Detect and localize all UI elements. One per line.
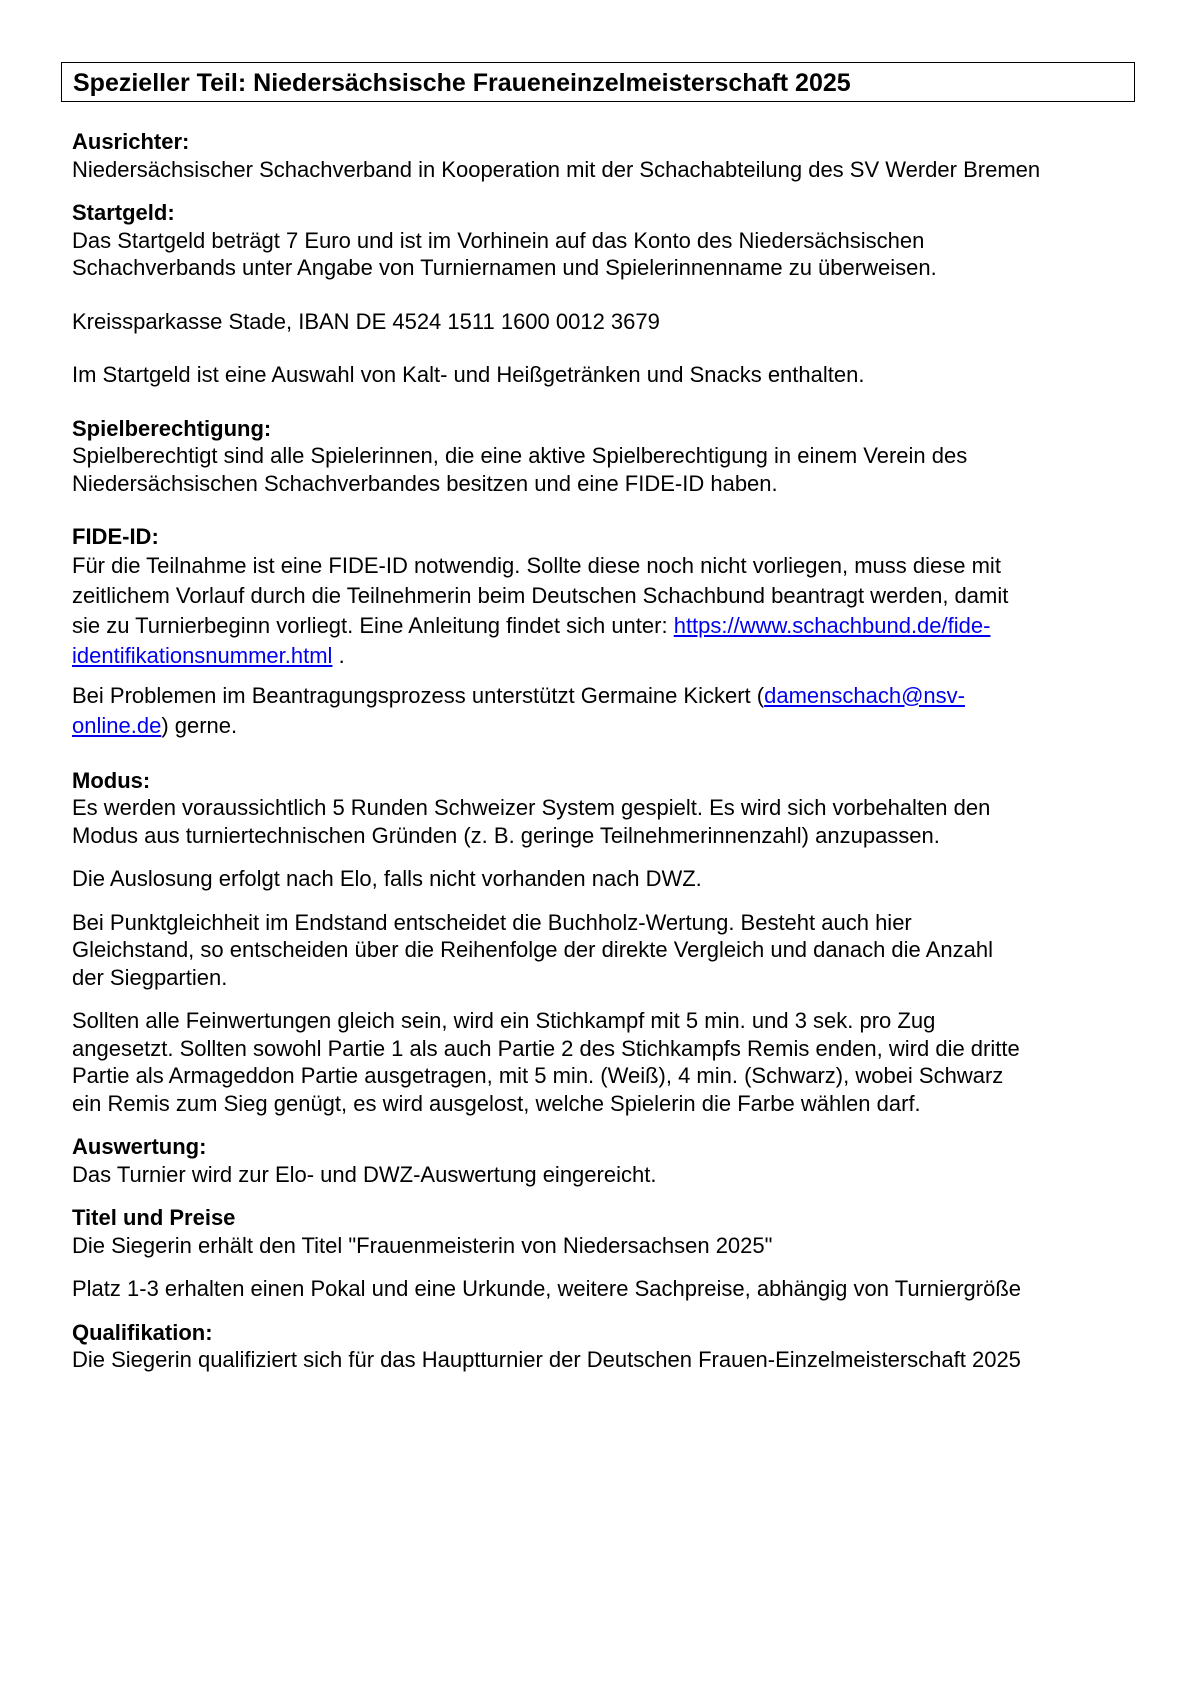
modus-p3-line3: der Siegpartien. [72,964,228,990]
auswertung-heading: Auswertung: [72,1134,207,1159]
titel-heading: Titel und Preise [72,1205,236,1230]
startgeld-text-line1: Das Startgeld beträgt 7 Euro und ist im Vorhinein auf das Konto des Niedersächsischen [72,227,925,253]
modus-p3-line1: Bei Punktgleichheit im Endstand entscheidet die Buchholz-Wertung. Besteht auch hier [72,909,912,935]
modus-p4-line4: ein Remis zum Sieg genügt, es wird ausgelost, welche Spielerin die Farbe wählen darf. [72,1090,921,1116]
fide-paragraph [72,551,1152,671]
email-link-continued[interactable]: online.de [72,712,162,738]
titel-text1: Die Siegerin erhält den Titel "Frauenmeisterin von Niedersachsen 2025" [72,1232,773,1258]
fide-line3 [72,611,1152,641]
fide-support-end: ) gerne. [161,712,238,738]
modus-p4-line1: Sollten alle Feinwertungen gleich sein, wird ein Stichkampf mit 5 min. und 3 sek. pro Zug [72,1008,936,1033]
email-link[interactable]: damenschach@nsv- [764,682,965,708]
document-body [72,128,1152,1374]
startgeld-text-line2: Schachverbands unter Angabe von Turniernamen und Spielerinnenname zu überweisen. [72,255,937,280]
startgeld-heading: Startgeld: [72,200,175,225]
fide-line4 [72,641,1152,671]
ausrichter-heading: Ausrichter: [72,129,190,154]
startgeld-included: Im Startgeld ist eine Auswahl von Kalt- und Heißgetränken und Snacks enthalten. [72,362,865,387]
modus-p2: Die Auslosung erfolgt nach Elo, falls nicht vorhanden nach DWZ. [72,866,702,891]
fide-heading: FIDE-ID: [72,524,159,549]
spielberechtigung-text-line2: Niedersächsischen Schachverbandes besitzen und eine FIDE-ID haben. [72,470,778,496]
modus-p4-line3: Partie als Armageddon Partie ausgetragen, mit 5 min. (Weiß), 4 min. (Schwarz), wobei Schwarz [72,1063,1004,1088]
qualifikation-text: Die Siegerin qualifiziert sich für das Hauptturnier der Deutschen Frauen-Einzelmeisterschaft 2025 [72,1347,1021,1372]
startgeld-bank: Kreissparkasse Stade, IBAN DE 4524 1511 1600 0012 3679 [72,308,660,334]
fide-support-line2 [72,711,1152,741]
fide-support-paragraph [72,681,1152,741]
fide-support-text: Bei Problemen im Beantragungsprozess unterstützt Germaine Kickert ( [72,682,765,708]
fide-support-line1 [72,681,1152,711]
modus-p3-line2: Gleichstand, so entscheiden über die Reihenfolge der direkte Vergleich und danach die Anzahl [72,937,993,962]
modus-p4-line2: angesetzt. Sollten sowohl Partie 1 als auch Partie 2 des Stichkampfs Remis enden, wird die dritte [72,1035,1020,1061]
qualifikation-heading: Qualifikation: [72,1319,213,1345]
fide-line4-text: . [332,642,345,668]
spielberechtigung-text-line1: Spielberechtigt sind alle Spielerinnen, die eine aktive Spielberechtigung in einem Verein des [72,443,968,468]
fide-line1: Für die Teilnahme ist eine FIDE-ID notwendig. Sollte diese noch nicht vorliegen, muss diese mit [72,552,1001,578]
page-title: Spezieller Teil: Niedersächsische Fraueneinzelmeisterschaft 2025 [61,62,1135,102]
spielberechtigung-heading: Spielberechtigung: [72,415,272,441]
fide-guide-link-continued[interactable]: identifikationsnummer.html [72,642,333,668]
fide-line3-text: sie zu Turnierbeginn vorliegt. Eine Anleitung findet sich unter: [72,612,674,638]
ausrichter-text: Niedersächsischer Schachverband in Kooperation mit der Schachabteilung des SV Werder Bremen [72,156,1041,182]
auswertung-text: Das Turnier wird zur Elo- und DWZ-Auswertung eingereicht. [72,1161,657,1187]
modus-p1-line1: Es werden voraussichtlich 5 Runden Schweizer System gespielt. Es wird sich vorbehalten den [72,795,991,820]
modus-p1-line2: Modus aus turniertechnischen Gründen (z. B. geringe Teilnehmerinnenzahl) anzupassen. [72,822,940,848]
titel-text2: Platz 1-3 erhalten einen Pokal und eine Urkunde, weitere Sachpreise, abhängig von Turniergröße [72,1276,1022,1301]
fide-guide-link[interactable]: https://www.schachbund.de/fide- [673,612,991,638]
fide-line2: zeitlichem Vorlauf durch die Teilnehmerin beim Deutschen Schachbund beantragt werden, damit [72,582,1009,608]
modus-heading: Modus: [72,767,151,793]
